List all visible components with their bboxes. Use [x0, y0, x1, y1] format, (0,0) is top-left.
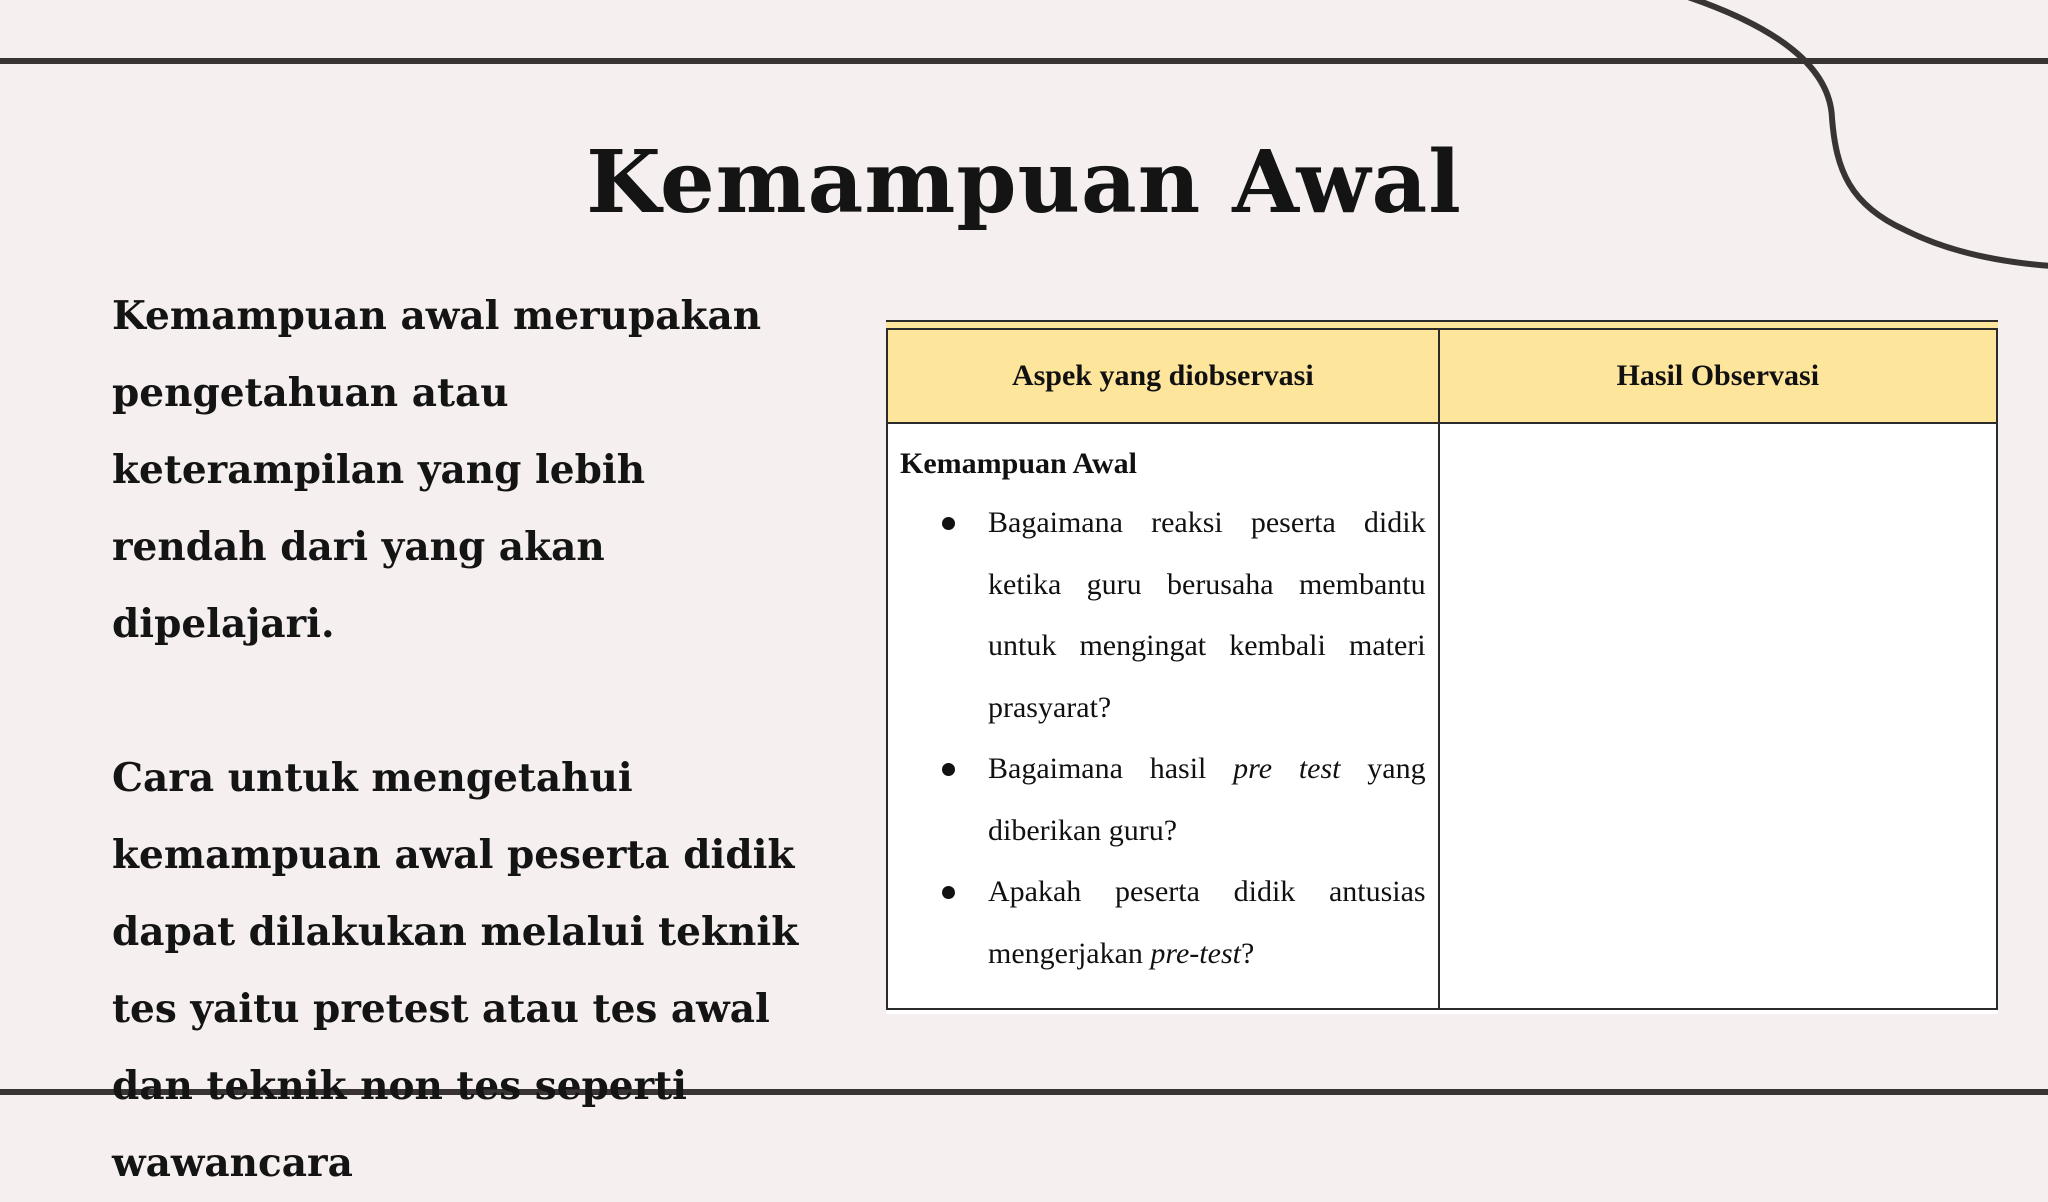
- aspect-cell: [887, 423, 1439, 1009]
- bullet-item: [900, 861, 1426, 984]
- bullet-item: [900, 738, 1426, 861]
- table-bottom-edge: [886, 1014, 1998, 1020]
- table-row: [887, 423, 1997, 1009]
- table-top-stripe: [886, 320, 1998, 328]
- bullet-text: Bagaimana hasil: [988, 752, 1234, 785]
- bullet-list: [900, 492, 1426, 984]
- bullet-dot-icon: [942, 886, 955, 899]
- observation-table-container: [886, 320, 1998, 1020]
- row-heading: Kemampuan Awal: [900, 447, 1137, 480]
- bullet-dot-icon: [942, 517, 955, 530]
- top-divider-line: [0, 58, 2048, 64]
- result-cell: [1439, 423, 1997, 1009]
- bullet-text: Bagaimana reaksi peserta didik ketika guru berusaha membantu untuk mengingat kembali materi prasyarat?: [988, 506, 1426, 724]
- bullet-text: yang diberikan guru?: [988, 752, 1426, 847]
- observation-table: [886, 328, 1998, 1010]
- table-header-row: [887, 329, 1997, 423]
- bullet-text: pre test: [1233, 752, 1341, 785]
- bullet-text: Apakah peserta didik antusias mengerjakan: [988, 875, 1426, 970]
- bullet-item: [900, 492, 1426, 738]
- bullet-text: pre-test: [1150, 936, 1241, 970]
- header-result: Hasil Observasi: [1439, 329, 1997, 423]
- bullet-dot-icon: [942, 763, 955, 776]
- bullet-text: ?: [1240, 936, 1255, 970]
- page-title: Kemampuan Awal: [586, 132, 1462, 233]
- description-text: [112, 278, 812, 1202]
- definition-paragraph: Kemampuan awal merupakan pengetahuan atau keterampilan yang lebih rendah dari yang akan dipelajari.: [112, 293, 762, 647]
- header-aspect: Aspek yang diobservasi: [887, 329, 1439, 423]
- method-paragraph: Cara untuk mengetahui kemampuan awal peserta didik dapat dilakukan melalui teknik tes yaitu pretest atau tes awal dan teknik non tes seperti wawancara: [112, 755, 799, 1186]
